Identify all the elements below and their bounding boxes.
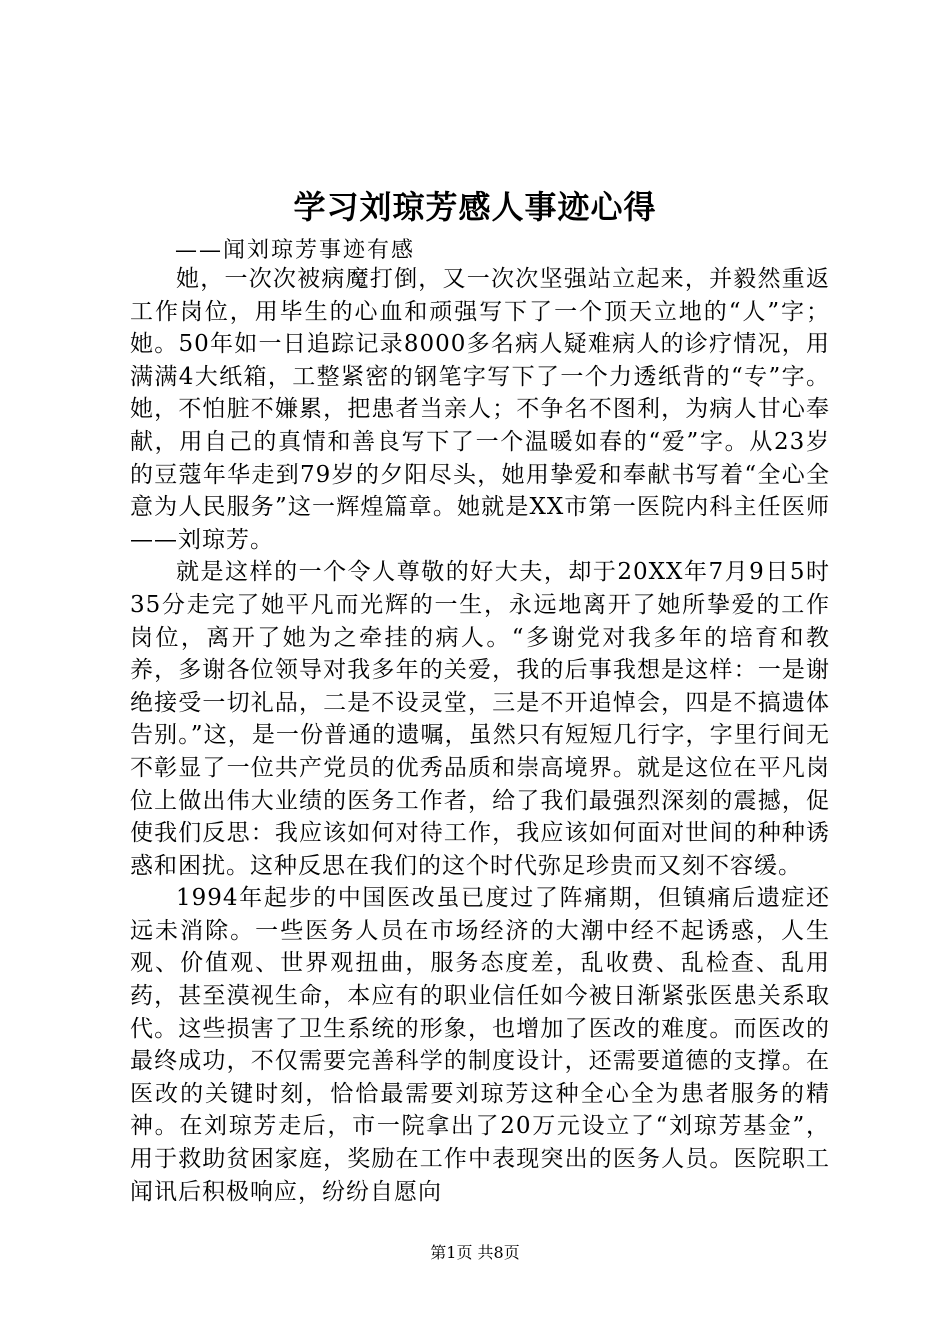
paragraph: 她，一次次被病魔打倒，又一次次坚强站立起来，并毅然重返工作岗位，用毕生的心血和顽强写下了一个顶天立地的“人”字；她。50年如一日追踪记录8000多名病人疑难病人的诊疗情况，用满满4大纸箱，工整紧密的钢笔字写下了一个力透纸背的“专”字。她，不怕脏不嫌累，把患者当亲人；不争名不图利，为病人甘心奉献，用自己的真情和善良写下了一个温暖如春的“爱”字。从23岁的豆蔻年华走到79岁的夕阳尽头，她用挚爱和奉献书写着“全心全意为人民服务”这一辉煌篇章。她就是XX市第一医院内科主任医师——刘琼芳。	[130, 266, 830, 553]
document-body	[130, 263, 830, 1208]
paragraph: 就是这样的一个令人尊敬的好大夫，却于20XX年7月9日5时35分走完了她平凡而光辉的一生，永远地离开了她所挚爱的工作岗位，离开了她为之牵挂的病人。“多谢党对我多年的培育和教养，多谢各位领导对我多年的关爱，我的后事我想是这样：一是谢绝接受一切礼品，二是不设灵堂，三是不开追悼会，四是不搞遗体告别。”这，是一份普通的遗嘱，虽然只有短短几行字，字里行间无不彰显了一位共产党员的优秀品质和崇高境界。就是这位在平凡岗位上做出伟大业绩的医务工作者，给了我们最强烈深刻的震撼，促使我们反思：我应该如何对待工作，我应该如何面对世间的种种诱惑和困扰。这种反思在我们的这个时代弥足珍贵而又刻不容缓。	[130, 559, 830, 879]
document-title: 学习刘琼芳感人事迹心得	[293, 188, 657, 226]
document-subtitle: ——闻刘琼芳事迹有感	[175, 238, 416, 263]
paragraph: 1994年起步的中国医改虽已度过了阵痛期，但镇痛后遗症还远未消除。一些医务人员在市场经济的大潮中经不起诱惑，人生观、价值观、世界观扭曲，服务态度差，乱收费、乱检查、乱用药，甚至漠视生命，本应有的职业信任如今被日渐紧张医患关系取代。这些损害了卫生系统的形象，也增加了医改的难度。而医改的最终成功，不仅需要完善科学的制度设计，还需要道德的支撑。在医改的关键时刻，恰恰最需要刘琼芳这种全心全为患者服务的精神。在刘琼芳走后，市一院拿出了20万元设立了“刘琼芳基金”，用于救助贫困家庭，奖励在工作中表现突出的医务人员。医院职工闻讯后积极响应，纷纷自愿向	[130, 885, 830, 1205]
page-footer: 第1页 共8页	[430, 1243, 520, 1262]
